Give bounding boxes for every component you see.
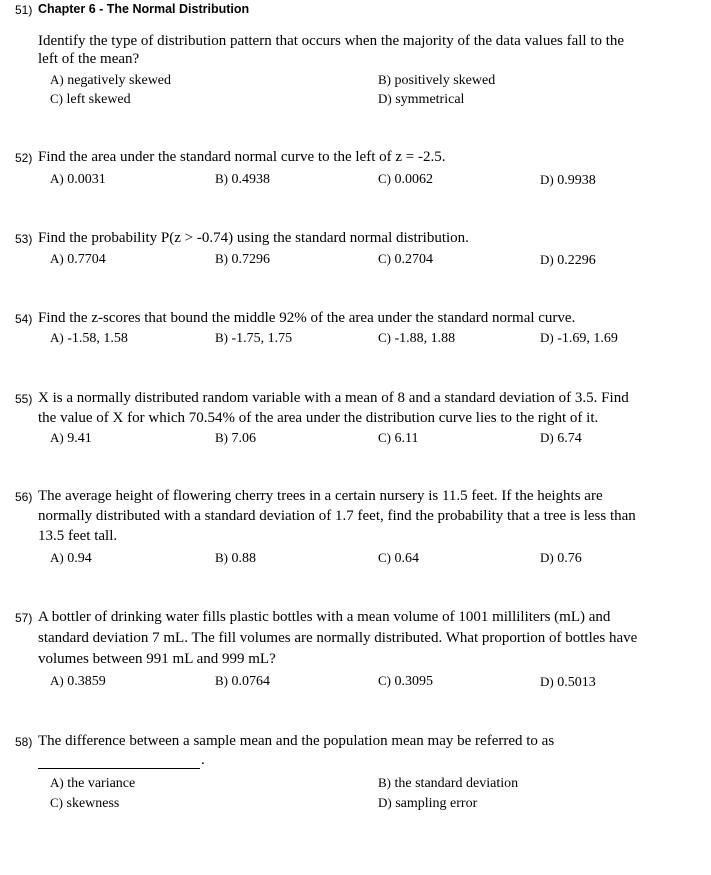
option-label: B): [378, 775, 391, 790]
option-a[interactable]: [50, 550, 92, 567]
option-b[interactable]: [215, 330, 292, 347]
option-label: B): [215, 251, 228, 266]
question-stem-line: standard deviation 7 mL. The fill volumes are normally distributed. What proportion of bottles have: [38, 630, 638, 646]
question-stem-line: normally distributed with a standard deviation of 1.7 feet, find the probability that a tree is less than: [38, 508, 636, 524]
option-text: the standard deviation: [394, 776, 519, 791]
question-number: 57): [15, 611, 33, 625]
option-label: A): [50, 330, 64, 345]
option-c[interactable]: [50, 91, 131, 108]
option-a[interactable]: [50, 775, 135, 792]
option-c[interactable]: [378, 430, 418, 447]
option-text: 9.41: [67, 431, 92, 446]
option-text: 0.76: [557, 551, 582, 566]
option-label: B): [215, 171, 228, 186]
option-text: negatively skewed: [67, 73, 172, 88]
option-text: sampling error: [395, 796, 478, 811]
option-text: 0.9938: [557, 173, 596, 188]
question-number: 54): [15, 312, 33, 326]
option-b[interactable]: [378, 72, 495, 89]
option-label: C): [50, 91, 63, 106]
option-label: B): [215, 430, 228, 445]
option-label: D): [540, 674, 554, 689]
question-number: 53): [15, 232, 33, 246]
option-text: symmetrical: [395, 92, 465, 107]
option-text: 0.7704: [67, 252, 106, 267]
question-stem-line: The average height of flowering cherry trees in a certain nursery is 11.5 feet. If the heights are: [38, 488, 603, 504]
option-text: -1.88, 1.88: [394, 331, 456, 346]
question-number: 58): [15, 735, 33, 749]
option-label: B): [215, 673, 228, 688]
option-text: -1.75, 1.75: [231, 331, 293, 346]
option-d[interactable]: [540, 252, 596, 269]
option-text: 0.0031: [67, 172, 106, 187]
option-b[interactable]: [215, 673, 270, 690]
question-stem-line: 13.5 feet tall.: [38, 528, 118, 544]
answer-blank-line: [38, 768, 200, 769]
question-stem-line: A bottler of drinking water fills plastic bottles with a mean volume of 1001 milliliters (mL) and: [38, 609, 611, 625]
option-text: 6.74: [557, 431, 582, 446]
option-label: C): [378, 251, 391, 266]
option-a[interactable]: [50, 251, 106, 268]
question-stem-line: volumes between 991 mL and 999 mL?: [38, 651, 276, 667]
option-label: A): [50, 430, 64, 445]
option-label: A): [50, 775, 64, 790]
question-stem-line: left of the mean?: [38, 51, 140, 67]
option-label: B): [215, 550, 228, 565]
question-stem-line: the value of X for which 70.54% of the area under the distribution curve lies to the right of it.: [38, 410, 599, 426]
option-label: A): [50, 251, 64, 266]
option-text: 0.5013: [557, 675, 596, 690]
option-text: 0.0764: [231, 674, 270, 689]
option-label: A): [50, 72, 64, 87]
option-label: A): [50, 171, 64, 186]
option-text: 0.94: [67, 551, 92, 566]
option-label: D): [540, 330, 554, 345]
question-number: 51): [15, 3, 33, 17]
question-stem: The difference between a sample mean and the population mean may be referred to as: [38, 733, 555, 749]
option-label: C): [378, 430, 391, 445]
option-text: 0.3095: [394, 674, 433, 689]
option-label: C): [50, 795, 63, 810]
option-label: D): [378, 91, 392, 106]
option-label: D): [378, 795, 392, 810]
question-stem-line: Identify the type of distribution pattern that occurs when the majority of the data values fall to the: [38, 33, 625, 49]
question-stem-line: X is a normally distributed random variable with a mean of 8 and a standard deviation of 3.5. Find: [38, 390, 629, 406]
option-text: left skewed: [66, 92, 131, 107]
option-d[interactable]: [540, 330, 618, 347]
option-label: A): [50, 673, 64, 688]
option-text: 0.88: [231, 551, 256, 566]
option-c[interactable]: [378, 171, 433, 188]
option-c[interactable]: [378, 251, 433, 268]
option-b[interactable]: [378, 775, 518, 792]
option-a[interactable]: [50, 171, 106, 188]
option-text: 6.11: [394, 431, 419, 446]
option-b[interactable]: [215, 251, 270, 268]
option-c[interactable]: [378, 550, 419, 567]
option-text: -1.69, 1.69: [557, 331, 618, 346]
option-label: B): [215, 330, 228, 345]
option-text: 0.3859: [67, 674, 106, 689]
option-a[interactable]: [50, 673, 106, 690]
option-text: 0.2704: [394, 252, 433, 267]
option-label: D): [540, 550, 554, 565]
question-stem: Find the area under the standard normal curve to the left of z = -2.5.: [38, 149, 446, 165]
question-number: 56): [15, 490, 33, 504]
option-text: skewness: [66, 796, 120, 811]
option-d[interactable]: [378, 795, 477, 812]
option-label: A): [50, 550, 64, 565]
option-c[interactable]: [378, 673, 433, 690]
question-stem: Find the z-scores that bound the middle 92% of the area under the standard normal curve.: [38, 310, 576, 326]
option-text: 0.2296: [557, 253, 596, 268]
option-a[interactable]: [50, 430, 92, 447]
option-b[interactable]: [215, 171, 270, 188]
option-text: -1.58, 1.58: [67, 331, 128, 346]
question-stem: Find the probability P(z > -0.74) using the standard normal distribution.: [38, 230, 469, 246]
option-label: C): [378, 550, 391, 565]
option-a[interactable]: [50, 72, 171, 89]
option-text: 0.0062: [394, 172, 433, 187]
option-b[interactable]: [215, 550, 256, 567]
option-text: 7.06: [231, 431, 256, 446]
option-d[interactable]: [540, 550, 582, 567]
option-label: B): [378, 72, 391, 87]
option-text: the variance: [67, 776, 136, 791]
blank-period: .: [201, 752, 205, 768]
option-a[interactable]: [50, 330, 128, 347]
chapter-title: Chapter 6 - The Normal Distribution: [38, 2, 250, 16]
option-label: C): [378, 330, 391, 345]
option-label: D): [540, 252, 554, 267]
option-text: 0.64: [394, 551, 419, 566]
option-d[interactable]: [540, 172, 596, 189]
option-d[interactable]: [540, 674, 596, 691]
option-b[interactable]: [215, 430, 256, 447]
option-text: 0.4938: [231, 172, 270, 187]
option-d[interactable]: [378, 91, 464, 108]
option-c[interactable]: [50, 795, 119, 812]
option-d[interactable]: [540, 430, 582, 447]
option-label: D): [540, 430, 554, 445]
question-number: 55): [15, 392, 33, 406]
question-number: 52): [15, 151, 33, 165]
option-text: positively skewed: [394, 73, 496, 88]
option-label: C): [378, 673, 391, 688]
option-c[interactable]: [378, 330, 455, 347]
option-label: D): [540, 172, 554, 187]
option-text: 0.7296: [231, 252, 270, 267]
option-label: C): [378, 171, 391, 186]
